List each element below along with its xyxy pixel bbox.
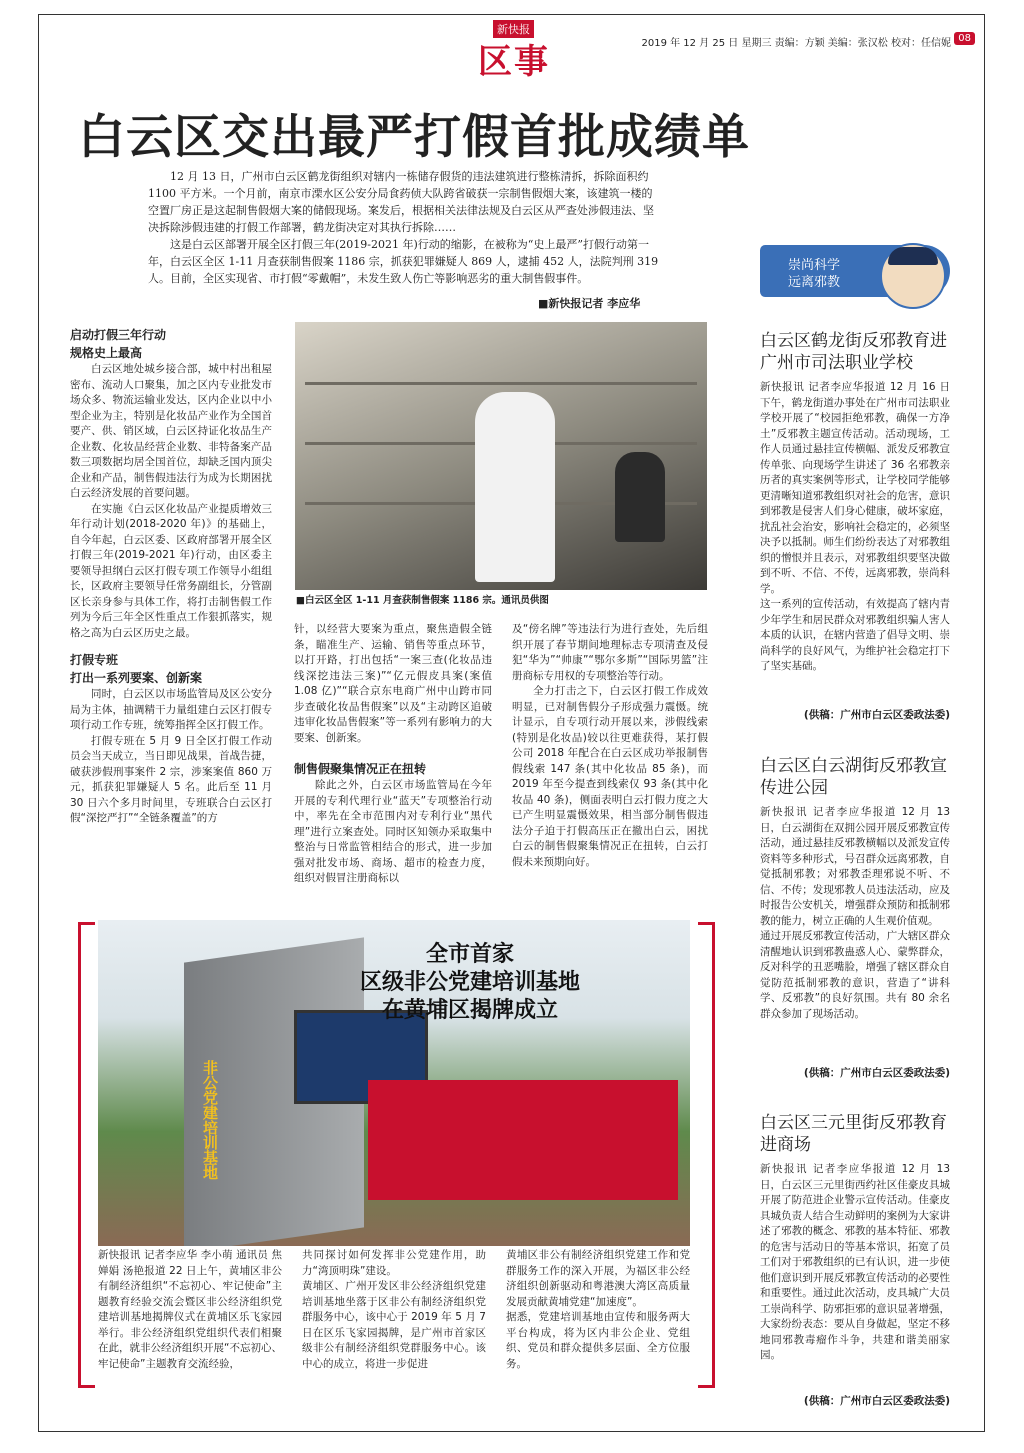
feature-title (350, 940, 590, 1024)
lead-paragraph: 这是白云区部署开展全区打假三年(2019-2021 年)行动的缩影，在被称为“史上最严”打假行动第一年，白云区全区 1-11 月查获制售假案 1186 宗，抓获犯罪嫌疑人 869 人，逮捕 452 人，法院判刑 319 人。目前，全区实现省、市打假“零戴帽”，未发生致人伤亡等影响恶劣的重大制售假事件。 (148, 238, 659, 285)
sidebar-title: 白云区三元里街反邪教育进商场 (760, 1113, 947, 1155)
paragraph: 白云区地处城乡接合部，城中村出租屋密布、流动人口聚集，加之区内专业批发市场众多、物流运输业发达，区内企业以中小型企业为主，特别是化妆品产业作为全国首要产、供、销区域，白云区持证化妆品生产企业数、化妆品经营企业数、非特备案产品数三项数据均居全国首位，却缺乏国内顶尖企业和产品，制售假违法行为成为长期困扰白云经济发展的首要问题。 (70, 363, 272, 499)
subhead: 打出一系列要案、创新案 (70, 671, 203, 685)
subhead: 规格史上最高 (70, 346, 143, 360)
banner-line: 远离邪教 (788, 275, 841, 290)
monument-lettering: 非公党建培训基地 (201, 1060, 219, 1180)
feature-bracket-left (78, 922, 95, 1388)
police-avatar-icon (880, 243, 946, 309)
banner-line: 崇尚科学 (788, 258, 841, 273)
sidebar-title: 白云区白云湖街反邪教宣传进公园 (760, 756, 947, 798)
suspect-figure (615, 452, 665, 542)
feature-bracket-right (698, 922, 715, 1388)
article-column-1 (70, 322, 272, 827)
feature-title-line: 全市首家 (425, 941, 514, 967)
paragraph: 打假专班在 5 月 9 日全区打假工作动员会当天成立，当日即见战果，首战告捷，破获涉假刑事案件 2 宗，涉案案值 860 万元，抓获犯罪嫌疑人 5 名。此后至 11 月 30 日六个多月时间里，专班联合白云区打假“深挖严打”“全链条覆盖”的方 (70, 734, 272, 824)
section-title: 区事 (478, 42, 550, 82)
photo-caption: ■白云区全区 1-11 月查获制售假案 1186 宗。通讯员供图 (296, 595, 549, 606)
paragraph: 及“傍名牌”等违法行为进行查处，先后组织开展了春节期间地理标志专项清查及侵犯“华为”“帅康”“鄂尔多斯”“国际男篮”注册商标专用权的专项整治等行动。 (512, 623, 708, 682)
feature-column-1: 新快报讯 记者李应华 李小萌 通讯员 焦婵娟 汤艳报道 22 日上午，黄埔区非公有制经济组织“不忘初心、牢记使命”主题教育经验交流会暨区非公经济组织党建培训基地揭牌仪式在黄埔区乐飞家园举行。非公经济组织党组织代表们相聚在此，就非公经济组织开展“不忘初心、牢记使命”主题教育交流经验， (98, 1249, 282, 1370)
sidebar-body: 新快报讯 记者李应华报道 12 月 13 日，白云区三元里街西约社区佳豪皮具城开展了防范进企业警示宣传活动。佳豪皮具城负责人结合生动鲜明的案例为大家讲述了邪教的概念、邪教的基本特征、邪教的危害与活动日的等基本常识，拓宽了员工们对于邪教组织的已有认识，进一步使他们意识到开展反邪教宣传活动的必要性和重要性。通过此次活动，皮具城广大员工崇尚科学、防邪拒邪的意识显著增强，大家纷纷表态：要从自身做起，坚定不移地同邪教毒瘤作斗争，共建和谐美丽家园。 (760, 1163, 950, 1361)
lead-paragraphs (148, 168, 660, 287)
subhead: 启动打假三年行动 (70, 328, 167, 342)
paragraph: 针，以经营大要案为重点，聚焦造假全链条，瞄准生产、运输、销售等重点环节，以打开路，打出包括“一案三查(化妆品违线深挖违法三案)”“亿元假皮具案(案值 1.08 亿)”“联合京东电商广州中山跨市同步查破化妆品售假案”以及“主动跨区追破违审化妆品售假案”等一系列有影响力的大要案、创新案。 (294, 623, 492, 744)
paragraph: 全力打击之下，白云区打假工作成效明显，已对制售假分子形成强力震慑。统计显示，自专项行动开展以来，涉假线索(特别是化妆品)较以往更难获得，某打假公司 2018 年配合在白云区成功举报制售假线索 147 条(其中化妆品 85 条)，而 2019 年至今提查到线索仅 93 条(其中化妆品 40 条)，侧面表明白云打假力度之大已产生明显震慑效果，相当部分制售假违法分子迫于打假高压正在撤出白云，困扰白云的制售假聚集情况正在扭转，白云打假未来预期向好。 (512, 685, 708, 868)
article-column-2 (294, 622, 492, 887)
article-column-3 (512, 622, 708, 870)
paragraph: 除此之外，白云区市场监管局在今年开展的专利代理行业“蓝天”专项整治行动中，率先在全市范围内对专利行业“黑代理”进行立案查处。同时区知领办采取集中整治与日常监管相结合的形式，进一步加强对批发市场、商场、超市的检查力度，组织对假冒注册商标以 (294, 779, 492, 884)
headline: 白云区交出最严打假首批成绩单 (78, 110, 750, 165)
sidebar-source: (供稿：广州市白云区委政法委) (803, 709, 950, 721)
page-number: 08 (954, 32, 975, 45)
raid-photo (295, 322, 707, 590)
sidebar-source: (供稿：广州市白云区委政法委) (803, 1067, 950, 1079)
issue-meta: 2019 年 12 月 25 日 星期三 责编：方颖 美编：张汉松 校对：任信妮 (641, 38, 951, 49)
shelf (305, 382, 697, 385)
sidebar-title: 白云区鹤龙街反邪教育进广州市司法职业学校 (760, 331, 947, 373)
paragraph: 同时，白云区以市场监管局及区公安分局为主体，抽调精干力量组建白云区打假专项行动工作专班，统筹指挥全区打假工作。 (70, 688, 272, 731)
paragraph: 在实施《白云区化妆品产业提质增效三年行动计划(2018-2020 年)》的基础上，自今年起，白云区委、区政府部署开展全区打假三年(2019-2021 年)行动，由区委主要领导担纲白云区打假专项工作领导小组组长，区政府主要领导任常务副组长，分管副区长亲身参与具体工作，将打击制售假工作列为今后三年全区性重点工作狠抓落实，规格之高为白云区历史之最。 (70, 502, 272, 639)
subhead: 打假专班 (70, 653, 119, 667)
lead-paragraph: 12 月 13 日，广州市白云区鹤龙街组织对辖内一栋储存假货的违法建筑进行整栋清拆，拆除面积约 1100 平方米。一个月前，南京市溧水区公安分局食药侦大队跨省破获一宗制售假烟大案，该建筑一楼的空置厂房正是这起制售假烟大案的储假现场。案发后，根据相关法律法规及白云区从严查处涉假违法、坚决拆除涉假违建的打假工作部署，鹤龙街决定对其执行拆除…… (148, 170, 654, 234)
feature-column-3: 黄埔区非公有制经济组织党建工作和党群服务工作的深入开展，为福区非公经济组织创新驱动和粤港澳大湾区高质量发展贡献黄埔党建“加速度”。 据悉，党建培训基地由宣传和服务两大平台构成，将为区内非公企业、党组织、党员和群众提供多层面、全方位服务。 (506, 1249, 690, 1370)
byline: ■新快报记者 李应华 (538, 297, 641, 310)
feature-column-2: 共同探讨如何发挥非公党建作用，助力“湾顶明珠”建设。 黄埔区、广州开发区非公经济组织党建培训基地坐落于区非公有制经济组织党群服务中心，该中心于 2019 年 5 月 7 日在区乐飞家园揭牌，是广州市首家区级非公有制经济组织党群服务中心。该中心的成立，将进一步促进 (302, 1249, 486, 1370)
page-header (38, 14, 983, 80)
sidebar-body: 新快报讯 记者李应华报道 12 月 13 日，白云湖街在双拥公园开展反邪教宣传活动，通过悬挂反邪教横幅以及派发宣传资料等多种形式，号召群众远离邪教，自觉抵制邪教；对邪教歪理邪说不听、不信、不传；发现邪教人员违法活动，应及时报告公安机关，增强群众预防和抵制邪教的能力，树立正确的人生观价值观。 通过开展反邪教宣传活动，广大辖区群众清醒地认识到邪教蛊惑人心、蒙弊群众，反对科学的丑恶嘴脸，增强了辖区群众自觉防范抵制邪教的意识，营造了“讲科学、反邪教”的良好氛围。共有 80 余名群众参加了现场活动。 (760, 806, 950, 1020)
feature-title-line: 区级非公党建培训基地 (359, 969, 580, 995)
sidebar-source: (供稿：广州市白云区委政法委) (803, 1395, 950, 1407)
officer-figure (475, 392, 555, 582)
feature-title-line: 在黄埔区揭牌成立 (381, 997, 558, 1023)
paper-tag: 新快报 (493, 20, 534, 38)
subhead: 制售假聚集情况正在扭转 (294, 762, 427, 776)
police-cap (888, 247, 938, 265)
sidebar-body: 新快报讯 记者李应华报道 12 月 16 日下午，鹤龙街道办事处在广州市司法职业学校开展了“校园拒绝邪教，确保一方净土”反邪教主题宣传活动。活动现场，工作人员通过悬挂宣传横幅、派发反邪教宣传单张、向现场学生讲述了 36 名邪教亲历者的真实案例等形式，让学校同学能够更清晰知道邪教组织对社会的危害，意识到邪教是侵害人们身心健康，破坏家庭，扰乱社会治安，影响社会稳定的，必须坚决予以抵制。师生们纷纷表达了对邪教组织的憎恨并且表示，对邪教组织要坚决做到不听、不信、不传，远离邪教，崇尚科学。 这一系列的宣传活动，有效提高了辖内青少年学生和居民群众对邪教组织骗人害人本质的认识，在辖内营造了倡导文明、崇尚科学的良好风气，为维护社会稳定打下了坚实基础。 (760, 381, 950, 672)
red-wall (368, 1080, 678, 1200)
